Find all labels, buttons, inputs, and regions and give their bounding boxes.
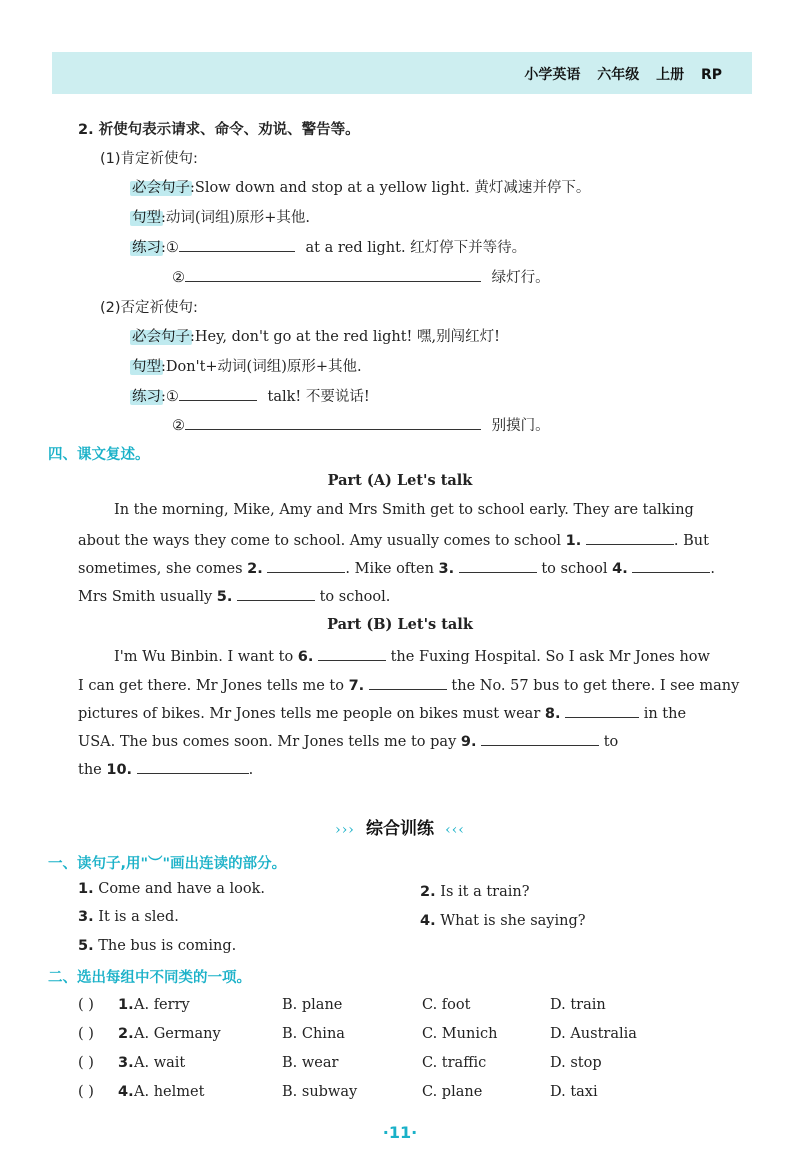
blank-number: 1. [565, 533, 582, 549]
answer-paren[interactable]: ( ) [78, 1084, 94, 1100]
positive-practice-2 [172, 266, 550, 287]
practice-num: :① [161, 240, 179, 256]
option-c: C. plane [422, 1084, 483, 1100]
section-title-left-arrows: ››› [335, 822, 355, 838]
pattern-label: 句型 [132, 355, 161, 376]
option-a: A. Germany [134, 1026, 221, 1042]
blank-number: 6. [297, 649, 314, 665]
answer-paren[interactable]: ( ) [78, 1055, 94, 1071]
practice-label: 练习 [132, 236, 161, 257]
negative-pattern-line [132, 355, 362, 376]
partB-line-2: I can get there. Mr Jones tells me to 7. the No. 57 bus to get there. I see many [78, 675, 739, 694]
answer-blank[interactable] [369, 675, 447, 690]
answer-blank[interactable] [267, 558, 345, 573]
answer-paren[interactable]: ( ) [78, 1026, 94, 1042]
header-grade: 六年级 [597, 67, 640, 83]
negative-must-text: :Hey, don't go at the red light! 嘿,别闯红灯! [190, 329, 500, 345]
book-header [512, 64, 722, 84]
exercise1-item: 4. What is she saying? [420, 913, 586, 929]
answer-blank[interactable] [632, 558, 710, 573]
option-b: B. plane [282, 997, 343, 1013]
header-subject: 小学英语 [524, 67, 581, 83]
option-b: B. China [282, 1026, 345, 1042]
partA-line-2: about the ways they come to school. Amy usually comes to school 1. . But [78, 530, 709, 549]
partA-line-1: In the morning, Mike, Amy and Mrs Smith get to school early. They are talking [114, 502, 694, 518]
section-title-text: 综合训练 [366, 819, 434, 839]
positive-must-line [132, 176, 590, 197]
option-d: D. stop [550, 1055, 602, 1071]
answer-blank[interactable] [481, 731, 599, 746]
answer-paren[interactable]: ( ) [78, 997, 94, 1013]
option-a: A. helmet [134, 1084, 205, 1100]
option-a: A. wait [134, 1055, 186, 1071]
partA-line-3: sometimes, she comes 2. . Mike often 3. to school 4. . [78, 558, 715, 577]
negative-must-line [132, 325, 500, 346]
option-d: D. train [550, 997, 606, 1013]
practice-text: talk! 不要说话! [267, 389, 370, 405]
answer-blank[interactable] [179, 237, 295, 252]
header-volume: 上册 [656, 67, 685, 83]
answer-blank[interactable] [185, 267, 481, 282]
positive-title: (1)肯定祈使句: [100, 151, 198, 167]
exercise1-heading: 一、读句子,用"︶"画出连读的部分。 [48, 856, 287, 872]
page-number: ·11· [382, 1123, 418, 1142]
section-title [0, 814, 800, 839]
option-b: B. subway [282, 1084, 358, 1100]
option-b: B. wear [282, 1055, 339, 1071]
option-c: C. foot [422, 997, 471, 1013]
partB-line-3: pictures of bikes. Mr Jones tells me people on bikes must wear 8. in the [78, 703, 686, 722]
blank-number: 3. [438, 561, 455, 577]
blank-number: 5. [216, 589, 233, 605]
positive-practice-1 [132, 236, 526, 257]
blank-number: 7. [348, 678, 365, 694]
partB-line-5: the 10. . [78, 759, 253, 778]
section-title-right-arrows: ‹‹‹ [445, 822, 465, 838]
negative-practice-1 [132, 385, 370, 406]
practice-label: 练习 [132, 385, 161, 406]
answer-blank[interactable] [185, 415, 481, 430]
partB-line-4: USA. The bus comes soon. Mr Jones tells me to pay 9. to [78, 731, 618, 750]
exercise1-item: 1. Come and have a look. [78, 881, 265, 897]
blank-number: 2. [247, 561, 263, 577]
answer-blank[interactable] [459, 558, 537, 573]
partB-title: Part (B) Let's talk [327, 616, 473, 633]
exercise1-item: 3. It is a sled. [78, 909, 179, 925]
blank-number: 10. [106, 762, 133, 778]
option-c: C. Munich [422, 1026, 498, 1042]
negative-title: (2)否定祈使句: [100, 300, 198, 316]
retell-heading: 四、课文复述。 [48, 447, 150, 463]
positive-pattern-text: :动词(词组)原形+其他. [161, 210, 310, 226]
practice-num: :① [161, 389, 179, 405]
partA-line-4: Mrs Smith usually 5. to school. [78, 586, 390, 605]
blank-number: 8. [544, 706, 561, 722]
practice-num: ② [172, 270, 185, 286]
exercise1-item: 2. Is it a train? [420, 884, 530, 900]
answer-blank[interactable] [237, 586, 315, 601]
header-edition: RP [700, 67, 722, 83]
negative-practice-2 [172, 414, 550, 435]
exercise2-heading: 二、选出每组中不同类的一项。 [48, 970, 251, 986]
answer-blank[interactable] [318, 646, 386, 661]
positive-pattern-line [132, 206, 310, 227]
negative-pattern-text: :Don't+动词(词组)原形+其他. [161, 359, 362, 375]
practice-num: ② [172, 418, 185, 434]
blank-number: 9. [460, 734, 477, 750]
option-a: A. ferry [134, 997, 190, 1013]
positive-must-text: :Slow down and stop at a yellow light. 黄灯减速并停下。 [190, 180, 591, 196]
practice-text: 绿灯行。 [491, 270, 550, 286]
answer-blank[interactable] [565, 703, 639, 718]
blank-number: 4. [612, 561, 628, 577]
pattern-label: 句型 [132, 206, 161, 227]
answer-blank[interactable] [137, 759, 249, 774]
must-label: 必会句子 [132, 176, 190, 197]
option-d: D. Australia [550, 1026, 637, 1042]
exercise1-item: 5. The bus is coming. [78, 938, 237, 954]
partA-title: Part (A) Let's talk [327, 472, 473, 489]
must-label: 必会句子 [132, 325, 190, 346]
grammar-point: 2. 祈使句表示请求、命令、劝说、警告等。 [78, 122, 360, 138]
option-d: D. taxi [550, 1084, 598, 1100]
option-c: C. traffic [422, 1055, 487, 1071]
answer-blank[interactable] [586, 530, 674, 545]
partB-line-1: I'm Wu Binbin. I want to 6. the Fuxing Hospital. So I ask Mr Jones how [114, 646, 710, 665]
answer-blank[interactable] [179, 386, 257, 401]
practice-text: at a red light. 红灯停下并等待。 [305, 240, 527, 256]
practice-text: 别摸门。 [491, 418, 550, 434]
